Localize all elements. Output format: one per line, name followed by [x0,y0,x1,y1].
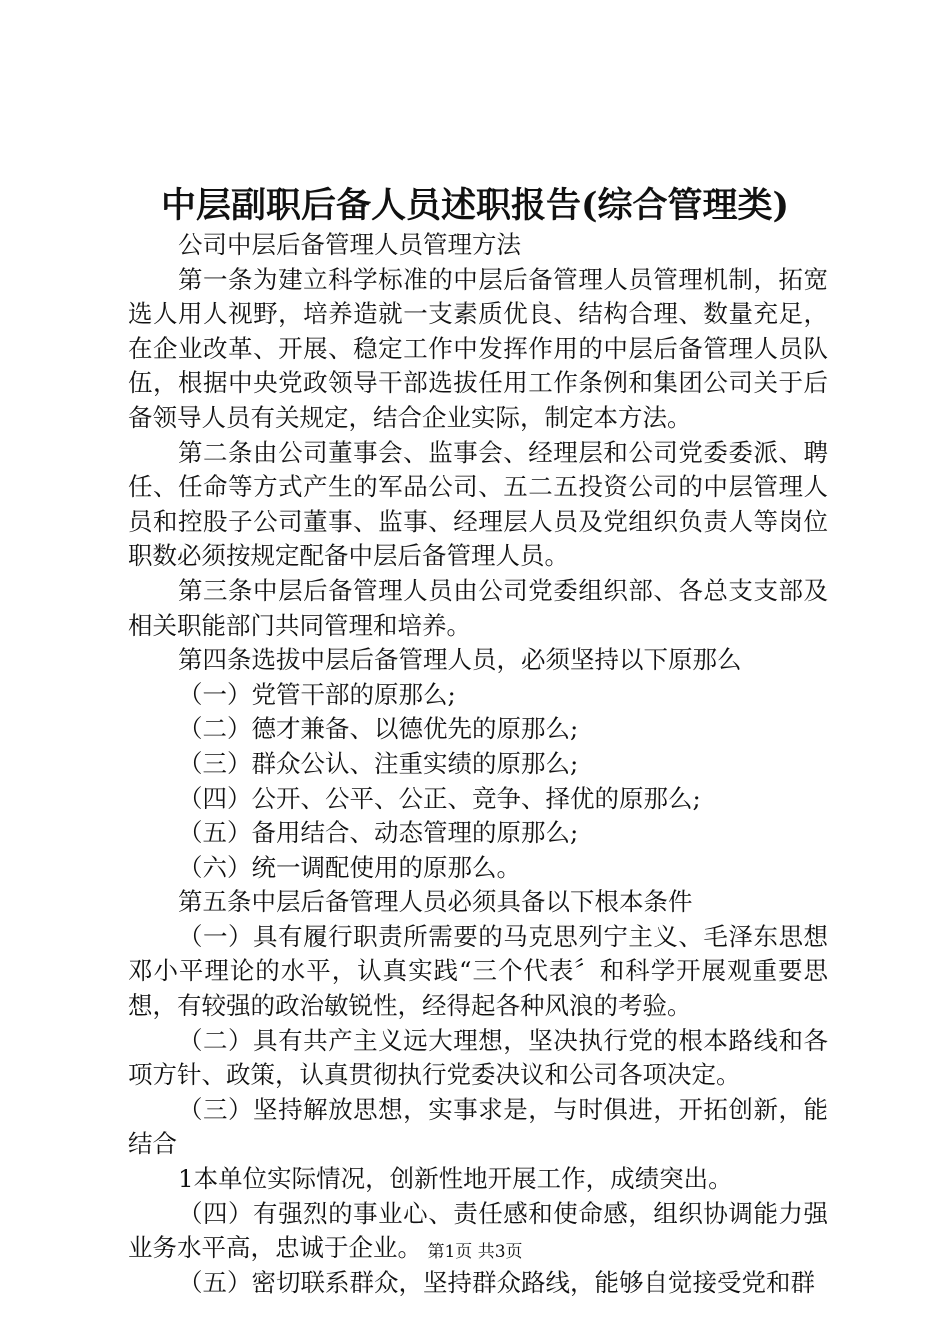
paragraph: 第四条选拔中层后备管理人员，必须坚持以下原那么 [178,645,742,675]
list-item: （五）密切联系群众，坚持群众路线，能够自觉接受党和群 [178,1267,815,1297]
list-item: （二）具有共产主义远大理想，坚决执行党的根本路线和各项方针、政策，认真贯彻执行党委决议和公司各项决定。 [128,1025,828,1090]
paragraph: 1本单位实际情况，创新性地开展工作，成绩突出。 [178,1164,733,1194]
list-item: （五）备用结合、动态管理的原那么; [178,818,579,848]
list-item: （三）群众公认、注重实绩的原那么; [178,748,579,778]
paragraph: 公司中层后备管理人员管理方法 [178,230,521,259]
paragraph: 第一条为建立科学标准的中层后备管理人员管理机制，拓宽选人用人视野，培养造就一支素质优良、结构合理、数量充足，在企业改革、开展、稳定工作中发挥作用的中层后备管理人员队伍，根据中央党政领导干部选拔任用工作条例和集团公司关于后备领导人员有关规定，结合企业实际，制定本方法。 [128,264,828,432]
list-item: （一）具有履行职责所需要的马克思列宁主义、毛泽东思想邓小平理论的水平，认真实践“三个代表〞和科学开展观重要思想，有较强的政治敏锐性，经得起各种风浪的考验。 [128,921,828,1021]
page-number: 第1页 共3页 [427,1242,523,1262]
list-item: （四）有强烈的事业心、责任感和使命感，组织协调能力强业务水平高，忠诚于企业。 [128,1198,828,1263]
list-item: （二）德才兼备、以德优先的原那么; [178,714,579,744]
document-body [128,228,828,1300]
page-title: 中层副职后备人员述职报告(综合管理类) [160,185,790,226]
paragraph: 第二条由公司董事会、监事会、经理层和公司党委委派、聘任、任命等方式产生的军品公司、五二五投资公司的中层管理人员和控股子公司董事、监事、经理层人员及党组织负责人等岗位职数必须按规定配备中层后备管理人员。 [128,437,828,571]
paragraph: 第三条中层后备管理人员由公司党委组织部、各总支支部及相关职能部门共同管理和培养。 [128,575,828,640]
list-item: （四）公开、公平、公正、竞争、择优的原那么; [178,783,701,813]
list-item: （一）党管干部的原那么; [178,679,456,709]
paragraph: 第五条中层后备管理人员必须具备以下根本条件 [178,887,693,917]
list-item: （三）坚持解放思想，实事求是，与时俱进，开拓创新，能结合 [128,1094,828,1159]
list-item: （六）统一调配使用的原那么。 [178,852,521,882]
